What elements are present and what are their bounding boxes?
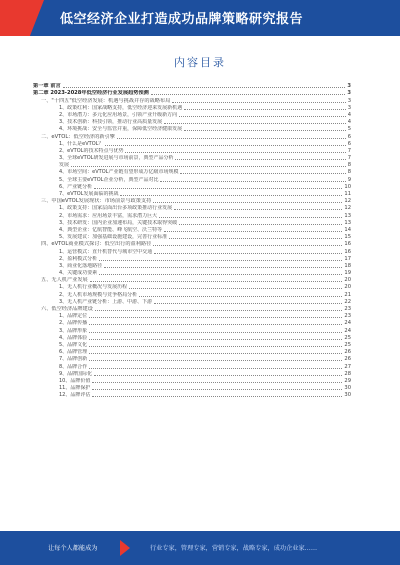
toc-entry[interactable] [33, 111, 351, 118]
toc-page-number: 24 [344, 327, 351, 334]
toc-entry-label: 3、全球eVTOL研发进展与市场前景，典型产品分析 [59, 155, 174, 162]
toc-page-number: 10 [344, 183, 351, 190]
toc-page-number: 26 [344, 349, 351, 356]
toc-entry[interactable] [33, 190, 351, 197]
toc-page-number: 29 [344, 377, 351, 384]
toc-page-number: 11 [344, 191, 351, 197]
toc-page-number: 21 [344, 291, 351, 298]
toc-entry-label: 2、盈利模式分析 [59, 255, 98, 262]
toc-leader-dots [151, 94, 346, 95]
toc-entry[interactable] [33, 96, 351, 103]
toc-entry[interactable] [33, 319, 351, 326]
toc-page-number: 3 [347, 90, 351, 97]
toc-page-number: 4 [347, 111, 351, 118]
toc-page-number: 12 [344, 205, 351, 212]
toc-entry-label: 4、市场空间：eVTOL产业链有望形成万亿级市场规模 [59, 169, 179, 176]
toc-entry-label: 5、发展建议：加强基础设施建设，完善行业标准 [59, 234, 168, 241]
toc-page-number: 16 [344, 241, 351, 248]
toc-entry[interactable] [33, 204, 351, 211]
toc-leader-dots [89, 339, 342, 340]
toc-entry-label: 3、技术创新：科技引领，推动行业高质量发展 [59, 119, 163, 126]
toc-leader-dots [89, 324, 342, 325]
toc-page-number: 26 [344, 356, 351, 363]
toc-leader-dots [179, 224, 342, 225]
toc-entry-label: 10、品牌价值 [59, 377, 91, 384]
toc-entry[interactable] [33, 348, 351, 355]
toc-page-number: 13 [344, 219, 351, 226]
arrow-icon [120, 540, 130, 556]
toc-entry-label: 2、无人机市场规模与竞争格局分析 [59, 291, 138, 298]
toc-entry[interactable] [33, 312, 351, 319]
toc-leader-dots [89, 353, 342, 354]
toc-entry-label: 2、品牌传播 [59, 320, 88, 327]
toc-page-number: 23 [344, 306, 351, 312]
toc-entry[interactable] [33, 240, 351, 247]
toc-page-number: 23 [344, 313, 351, 320]
toc-page-number: 12 [344, 198, 351, 205]
toc-entry-label: 5、品牌文化 [59, 341, 88, 348]
toc-leader-dots [92, 389, 342, 390]
toc-entry[interactable] [33, 154, 351, 161]
toc-leader-dots [104, 267, 342, 268]
toc-page-number: 30 [344, 385, 351, 392]
toc-leader-dots [164, 231, 342, 232]
toc-entry[interactable] [33, 183, 351, 190]
toc-leader-dots [99, 274, 342, 275]
toc-entry[interactable] [33, 226, 351, 233]
toc-leader-dots [153, 245, 342, 246]
toc-entry-label: 2、市场潜力：多元化应用场景，引领产业升级新方向 [59, 111, 178, 118]
toc-leader-dots [95, 310, 343, 311]
toc-title: 内容目录 [174, 56, 226, 69]
toc-page-number: 14 [344, 226, 351, 233]
toc-entry[interactable] [33, 161, 351, 168]
toc-leader-dots [94, 375, 342, 376]
toc-entry[interactable] [33, 377, 351, 384]
toc-entry-label: 五、无人机产业发展 [41, 277, 88, 284]
footer-slogan: 让每个人都能成为 [48, 545, 98, 552]
toc-page-number: 27 [344, 363, 351, 370]
toc-leader-dots [160, 181, 345, 182]
page-header [0, 0, 400, 36]
toc-entry-label: 2、市场需求：应用场景丰富，需求潜力巨大 [59, 212, 158, 219]
toc-leader-dots [90, 281, 343, 282]
toc-page-number: 8 [347, 169, 351, 176]
toc-leader-dots [105, 145, 345, 146]
toc-page-number: 7 [347, 155, 351, 162]
toc-entry-label: 四、eVTOL商业模式探讨：低空出行的盈利路径 [41, 241, 152, 248]
page-footer [0, 531, 400, 565]
toc-entry[interactable] [33, 269, 351, 276]
toc-page-number: 25 [344, 341, 351, 348]
toc-leader-dots [71, 166, 346, 167]
toc-entry[interactable] [33, 147, 351, 154]
toc-page-number: 15 [344, 234, 351, 241]
toc-entry[interactable] [33, 140, 351, 147]
toc-page-number: 3 [347, 83, 351, 90]
toc-leader-dots [179, 116, 346, 117]
toc-entry-label: 3、无人机产业链分析：上游、中游、下游 [59, 298, 153, 305]
toc-entry[interactable] [33, 247, 351, 254]
toc-entry-label: 3、品牌形象 [59, 327, 88, 334]
report-title: 低空经济企业打造成功品牌策略研究报告 [60, 12, 304, 27]
toc-leader-dots [89, 368, 342, 369]
toc-entry-label: 1、品牌定位 [59, 313, 88, 320]
toc-page-number: 24 [344, 320, 351, 327]
toc-page-number: 5 [347, 126, 351, 133]
toc-leader-dots [184, 130, 346, 131]
toc-entry[interactable] [33, 370, 351, 377]
toc-entry-label: 二、eVTOL：低空经济的新引擎 [41, 133, 115, 140]
toc-entry-label: 4、典型企业：亿航智能、峰飞航空、沃兰特等 [59, 226, 163, 233]
toc-page-number: 20 [344, 284, 351, 291]
toc-page-number: 22 [344, 298, 351, 305]
toc-entry-label: 1、运营模式：直升机替代与城市空中交通 [59, 248, 153, 255]
toc-entry-label: 9、品牌国际化 [59, 370, 93, 377]
toc-leader-dots [99, 260, 342, 261]
toc-page-number: 6 [347, 140, 351, 147]
toc-entry[interactable] [33, 104, 351, 111]
toc-leader-dots [117, 138, 346, 139]
toc-page-number: 13 [344, 212, 351, 219]
footer-tagline: 行业专家，管理专家，营销专家，战略专家，成功企业家…… [150, 545, 318, 552]
toc-entry[interactable] [33, 384, 351, 391]
toc-entry[interactable] [33, 118, 351, 125]
toc-entry[interactable] [33, 290, 351, 297]
toc-page-number: 8 [347, 162, 351, 169]
toc-entry-label: 5、全球主要eVTOL企业分析，典型产品对比 [59, 176, 159, 183]
toc-leader-dots [92, 382, 342, 383]
toc-entry[interactable] [33, 355, 351, 362]
toc-page-number: 4 [347, 119, 351, 126]
toc-entry-label: 六、低空经济品牌建设 [41, 306, 93, 312]
toc-page-number: 20 [344, 277, 351, 284]
toc-leader-dots [174, 209, 342, 210]
toc-entry-label: 4、品牌体验 [59, 334, 88, 341]
toc-entry[interactable] [33, 298, 351, 305]
toc-entry[interactable] [33, 233, 351, 240]
toc-entry[interactable] [33, 255, 351, 262]
toc-entry-label: 3、技术研发：国内企业加速布局，关键技术取得突破 [59, 219, 178, 226]
toc-leader-dots [94, 188, 342, 189]
toc-entry-label: 一、"十四五"低空经济发展：机遇与挑战并存的战略布局 [41, 97, 171, 104]
toc-entry-label: 第一章 前言 [33, 83, 61, 90]
toc-entry[interactable] [33, 125, 351, 132]
toc-entry[interactable] [33, 219, 351, 226]
toc-entry[interactable] [33, 168, 351, 175]
table-of-contents [33, 82, 351, 398]
toc-page-number: 16 [344, 248, 351, 255]
toc-entry-label: 1、政策支持：国家层面出台多项政策推动行业发展 [59, 205, 173, 212]
toc-leader-dots [154, 253, 342, 254]
toc-entry-label: 三、中国eVTOL发展现状：市场前景与政策支持 [41, 198, 152, 205]
toc-leader-dots [154, 303, 342, 304]
toc-chapter-entry[interactable] [33, 82, 351, 89]
toc-leader-dots [89, 317, 342, 318]
toc-leader-dots [159, 217, 342, 218]
toc-entry-label: 1、什么是eVTOL？ [59, 140, 104, 147]
toc-leader-dots [63, 87, 346, 88]
toc-entry-label: 11、品牌保护 [59, 385, 91, 392]
toc-entry-label: 4、环境挑战：安全与监管并重，保障低空经济健康发展 [59, 126, 183, 133]
toc-leader-dots [164, 123, 346, 124]
toc-leader-dots [139, 296, 342, 297]
toc-entry-label: 第二章 2023-2028年低空经济行业发展趋势预测 [33, 90, 149, 97]
toc-entry-label: 7、eVTOL发展面临的挑战 [59, 191, 119, 197]
toc-leader-dots [153, 202, 342, 203]
toc-chapter-entry[interactable] [33, 89, 351, 96]
toc-leader-dots [169, 238, 342, 239]
toc-entry[interactable] [33, 211, 351, 218]
toc-entry[interactable] [33, 197, 351, 204]
toc-page-number: 17 [344, 255, 351, 262]
toc-page-number: 3 [347, 104, 351, 111]
toc-leader-dots [172, 102, 345, 103]
toc-entry-label: 6、产业链分析 [59, 183, 93, 190]
toc-entry-label: 8、品牌合作 [59, 363, 88, 370]
toc-page-number: 28 [344, 370, 351, 377]
toc-page-number: 6 [347, 133, 351, 140]
toc-entry[interactable] [33, 305, 351, 312]
toc-leader-dots [184, 109, 346, 110]
toc-leader-dots [92, 396, 342, 397]
toc-entry[interactable] [33, 362, 351, 369]
toc-entry[interactable] [33, 262, 351, 269]
toc-entry[interactable] [33, 341, 351, 348]
toc-entry[interactable] [33, 132, 351, 139]
header-accent-shape [0, 0, 44, 36]
toc-leader-dots [129, 288, 342, 289]
toc-entry[interactable] [33, 283, 351, 290]
toc-leader-dots [180, 173, 345, 174]
toc-page-number: 3 [347, 97, 351, 104]
toc-entry[interactable] [33, 276, 351, 283]
toc-leader-dots [89, 332, 342, 333]
toc-entry[interactable] [33, 175, 351, 182]
toc-page-number: 7 [347, 147, 351, 154]
toc-page-number: 30 [344, 392, 351, 399]
toc-entry[interactable] [33, 326, 351, 333]
toc-page-number: 19 [344, 270, 351, 277]
toc-entry-label: 12、品牌评估 [59, 392, 91, 399]
toc-entry-label: 1、无人机行业概况与发展历程 [59, 284, 128, 291]
toc-entry-label: 2、eVTOL的技术特点与优势 [59, 147, 124, 154]
toc-entry-label: 3、商业化落地路径 [59, 262, 103, 269]
toc-entry[interactable] [33, 334, 351, 341]
toc-page-number: 9 [347, 176, 351, 183]
toc-entry[interactable] [33, 391, 351, 398]
toc-leader-dots [89, 360, 342, 361]
toc-page-number: 25 [344, 334, 351, 341]
toc-leader-dots [125, 152, 345, 153]
toc-leader-dots [175, 159, 345, 160]
toc-entry-label: 7、品牌创新 [59, 356, 88, 363]
toc-leader-dots [120, 195, 342, 196]
toc-entry-label: 4、关键成功要素 [59, 270, 98, 277]
toc-leader-dots [89, 346, 342, 347]
toc-page-number: 18 [344, 262, 351, 269]
toc-entry-label: 发展 [59, 162, 70, 169]
toc-entry-label: 1、政策红利：国家战略支持，低空经济迎来发展新机遇 [59, 104, 183, 111]
toc-entry-label: 6、品牌管理 [59, 349, 88, 356]
